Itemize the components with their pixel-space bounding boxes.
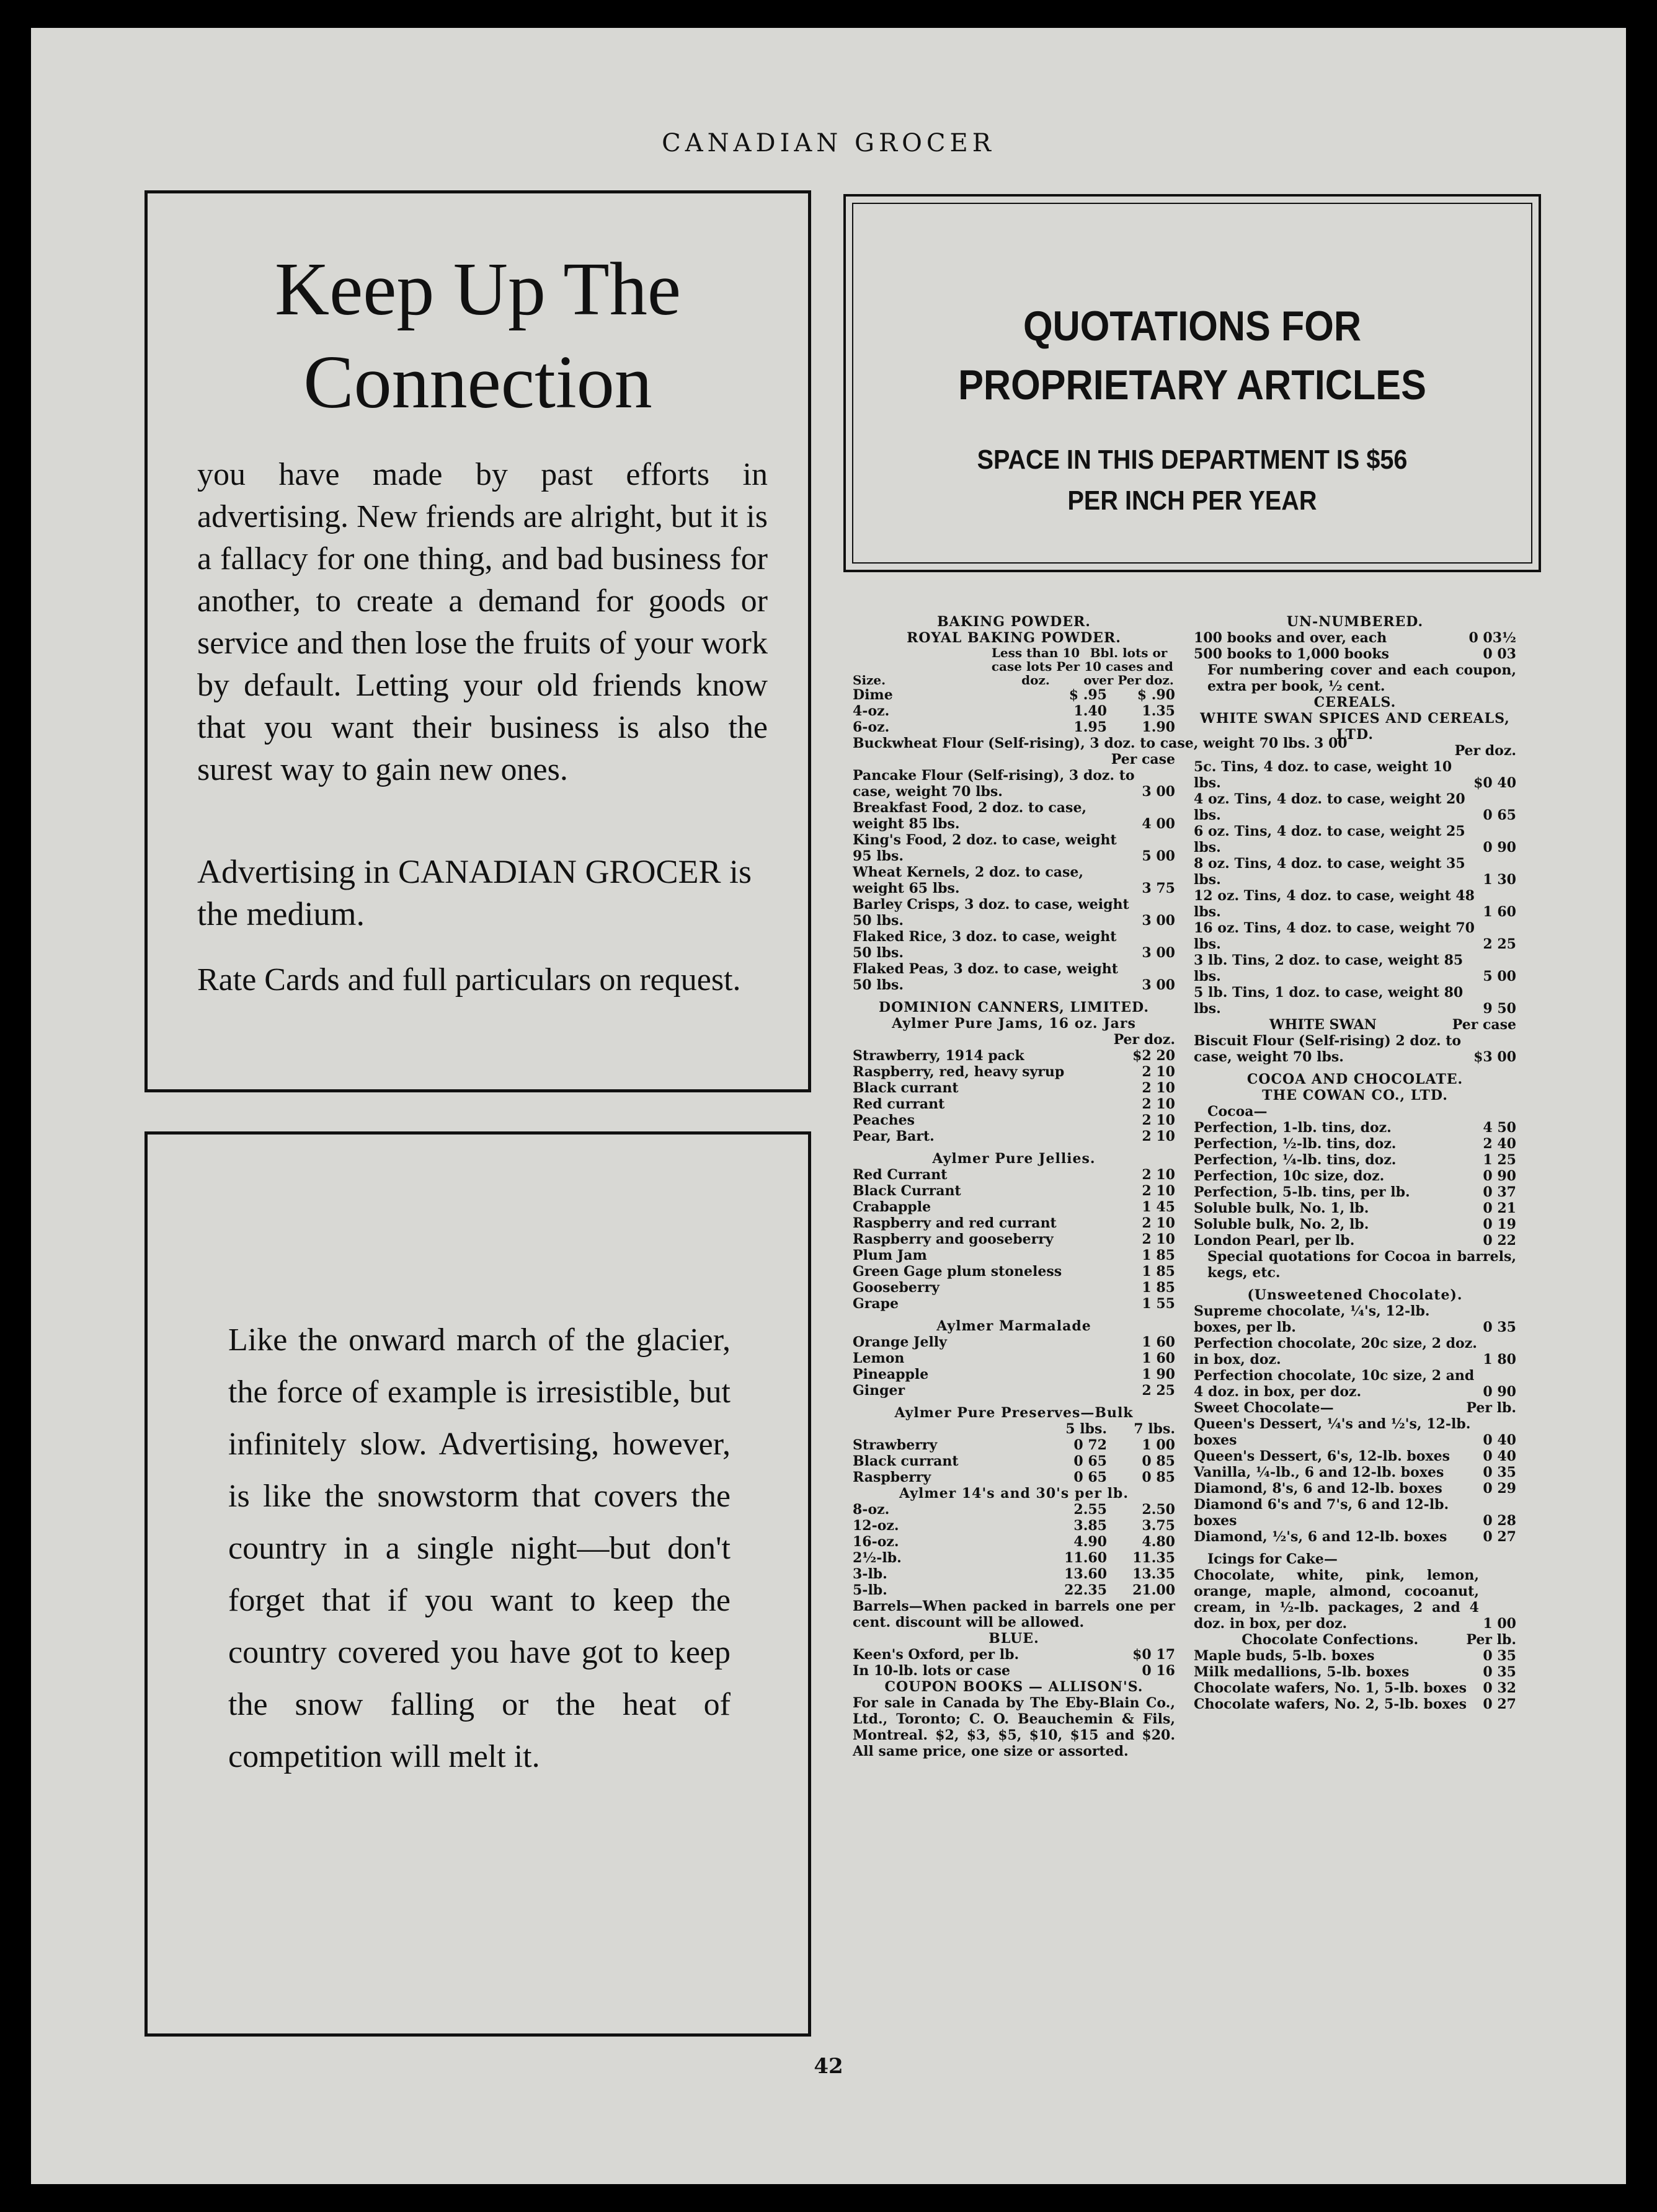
list-item	[1194, 1648, 1516, 1664]
list-item	[1194, 1232, 1516, 1249]
list-item	[853, 1128, 1175, 1144]
item-name: Perfection, ¼-lb. tins, doz.	[1194, 1152, 1397, 1168]
list-item	[853, 1334, 1175, 1350]
list-item	[853, 1453, 1175, 1469]
list-item	[1194, 1480, 1516, 1497]
item-name: Barley Crisps, 3 doz. to case, weight 50 lbs.	[853, 896, 1129, 929]
item-name: 6 oz. Tins, 4 doz. to case, weight 25 lbs.	[1194, 823, 1465, 856]
list-item	[1194, 791, 1516, 823]
list-item	[853, 864, 1175, 896]
list-item	[1194, 1184, 1516, 1200]
list-item	[853, 1183, 1175, 1199]
item-name: Strawberry, 1914 pack	[853, 1048, 1024, 1064]
item-name: 5c. Tins, 4 doz. to case, weight 10 lbs.	[1194, 759, 1452, 791]
item-price: 0 40	[1483, 1448, 1516, 1464]
list-item	[1194, 1529, 1516, 1545]
item-price: 3 00	[1142, 913, 1175, 929]
item-name: London Pearl, per lb.	[1194, 1232, 1355, 1249]
item-name: 12 oz. Tins, 4 doz. to case, weight 48 lbs.	[1194, 888, 1475, 920]
list-item	[853, 961, 1175, 993]
item-name: Vanilla, ¼-lb., 6 and 12-lb. boxes	[1194, 1464, 1444, 1480]
section-heading: COUPON BOOKS — ALLISON'S.	[884, 1679, 1144, 1695]
item-name: Green Gage plum stoneless	[853, 1263, 1062, 1280]
item-price: 21.00	[1132, 1582, 1175, 1598]
section-subheading: Aylmer Pure Jams, 16 oz. Jars	[892, 1015, 1136, 1032]
section-subheading: Aylmer Pure Jellies.	[932, 1151, 1096, 1167]
item-price: 3.75	[1142, 1518, 1175, 1534]
item-price: 1.95	[1073, 719, 1107, 735]
item-name: Raspberry and red currant	[853, 1215, 1057, 1231]
item-name: Milk medallions, 5-lb. boxes	[1194, 1664, 1410, 1680]
item-price: 0 27	[1483, 1696, 1516, 1712]
item-price: 0 22	[1483, 1232, 1516, 1249]
item-price: $0 17	[1132, 1647, 1175, 1663]
royal-col-less: Less than 10 case lots Per doz.	[991, 645, 1080, 688]
per-doz-label: Per doz.	[1454, 743, 1516, 759]
numbering-note: For numbering cover and each coupon, extra per book, ½ cent.	[1207, 662, 1516, 694]
item-price: 1 85	[1142, 1263, 1175, 1280]
list-item	[853, 1263, 1175, 1280]
item-name: Diamond 6's and 7's, 6 and 12-lb. boxes	[1194, 1497, 1449, 1529]
list-item	[1194, 1464, 1516, 1480]
item-name: 8-oz.	[853, 1502, 890, 1518]
royal-column-headers	[853, 646, 1175, 687]
royal-price-rows	[853, 687, 1175, 735]
item-name: Perfection chocolate, 10c size, 2 and 4 doz. in box, per doz.	[1194, 1368, 1475, 1400]
item-price: 3.85	[1073, 1518, 1107, 1534]
section-subheading: (Unsweetened Chocolate).	[1247, 1287, 1463, 1303]
list-item	[1194, 1416, 1516, 1448]
list-item	[1194, 1696, 1516, 1712]
royal-col-size: Size.	[853, 673, 886, 688]
list-item: Chocolate, white, pink, lemon, orange, maple, almond, cocoanut, cream, in ½-lb. packages, 2 and 4 doz. in box, per doz. 1 00	[1194, 1567, 1516, 1632]
item-name: Queen's Dessert, ¼'s and ½'s, 12-lb. boxes	[1194, 1416, 1471, 1448]
list-item	[1194, 1368, 1516, 1400]
list-item	[1194, 1448, 1516, 1464]
list-item	[1194, 759, 1516, 791]
item-name: Strawberry	[853, 1437, 938, 1453]
section-subheading: Aylmer Marmalade	[936, 1318, 1091, 1334]
magazine-page	[31, 28, 1626, 2184]
advertisement-keep-up-connection	[144, 190, 811, 1092]
item-name: King's Food, 2 doz. to case, weight 95 lbs.	[853, 832, 1117, 864]
item-price: 0 85	[1142, 1469, 1175, 1485]
item-name: Ginger	[853, 1382, 905, 1399]
list-item	[1194, 920, 1516, 952]
list-item	[853, 1518, 1175, 1534]
item-name: Perfection chocolate, 20c size, 2 doz. in box, doz.	[1194, 1335, 1477, 1368]
item-price: 11.35	[1132, 1550, 1175, 1566]
list-item	[1194, 1680, 1516, 1696]
item-price: 1.35	[1142, 703, 1175, 719]
item-price: 0 65	[1073, 1469, 1107, 1485]
item-name: Pancake Flour (Self-rising), 3 doz. to case, weight 70 lbs.	[853, 768, 1135, 800]
list-item	[853, 1663, 1175, 1679]
item-price: 1.40	[1073, 703, 1107, 719]
item-price: 2 10	[1142, 1080, 1175, 1096]
list-item	[853, 1366, 1175, 1382]
item-name: Pear, Bart.	[853, 1128, 935, 1144]
list-item	[1194, 1303, 1516, 1335]
list-item	[853, 1112, 1175, 1128]
item-price: 0 65	[1073, 1453, 1107, 1469]
list-item: Buckwheat Flour (Self-rising), 3 doz. to case, weight 70 lbs. 3 00	[853, 735, 1348, 751]
list-item	[1194, 1136, 1516, 1152]
item-price: 5 00	[1142, 848, 1175, 864]
item-price: 9 50	[1483, 1001, 1516, 1017]
item-price: 2 10	[1142, 1112, 1175, 1128]
item-price: 4.90	[1073, 1534, 1107, 1550]
cocoa-label: Cocoa—	[1207, 1104, 1268, 1120]
item-price: 0 65	[1483, 807, 1516, 823]
list-item	[1194, 1216, 1516, 1232]
list-item	[853, 1469, 1175, 1485]
list-item	[853, 1048, 1175, 1064]
item-name: Peaches	[853, 1112, 915, 1128]
item-price: 3 75	[1142, 880, 1175, 896]
list-item	[853, 1437, 1175, 1453]
item-price: 2 10	[1142, 1167, 1175, 1183]
item-price: 1.90	[1142, 719, 1175, 735]
item-name: Wheat Kernels, 2 doz. to case, weight 65 lbs.	[853, 864, 1084, 896]
list-item	[1194, 984, 1516, 1017]
list-item	[1194, 952, 1516, 984]
item-price: 0 21	[1483, 1200, 1516, 1216]
per-case-label: Per case	[1111, 751, 1175, 768]
item-name: Pineapple	[853, 1366, 929, 1382]
item-name: In 10-lb. lots or case	[853, 1663, 1010, 1679]
item-name: 6-oz.	[853, 719, 890, 735]
list-item	[853, 1534, 1175, 1550]
item-name: Chocolate wafers, No. 2, 5-lb. boxes	[1194, 1696, 1467, 1712]
item-price: $2 20	[1132, 1048, 1175, 1064]
list-item	[1194, 1497, 1516, 1529]
list-item	[1194, 823, 1516, 856]
page-number: 42	[814, 2054, 843, 2079]
unsweetened-rows	[1194, 1303, 1516, 1400]
price-list-column-right	[1194, 614, 1516, 1712]
royal-col-bbl: Bbl. lots or 10 cases and over Per doz.	[1083, 645, 1174, 688]
item-price: 1 60	[1483, 904, 1516, 920]
list-item	[853, 687, 1175, 703]
item-price: 0 32	[1483, 1680, 1516, 1696]
item-price: 1 25	[1483, 1152, 1516, 1168]
item-name: 500 books to 1,000 books	[1194, 646, 1390, 662]
item-name: Perfection, 5-lb. tins, per lb.	[1194, 1184, 1410, 1200]
item-price: 0 03½	[1468, 630, 1516, 646]
item-name: 4 oz. Tins, 4 doz. to case, weight 20 lbs.	[1194, 791, 1465, 823]
item-price: 0 90	[1483, 1384, 1516, 1400]
item-name: Diamond, ½'s, 6 and 12-lb. boxes	[1194, 1529, 1447, 1545]
section-heading: BAKING POWDER.	[937, 614, 1091, 630]
list-item	[1194, 1120, 1516, 1136]
item-name: Plum Jam	[853, 1247, 927, 1263]
item-price: 1 90	[1142, 1366, 1175, 1382]
list-item: Biscuit Flour (Self-rising) 2 doz. to case, weight 70 lbs. $3 00	[1194, 1033, 1516, 1065]
section-subheading: THE COWAN CO., LTD.	[1262, 1087, 1448, 1104]
list-item	[1194, 1200, 1516, 1216]
item-price: $ .95	[1068, 687, 1107, 703]
list-item	[1194, 1152, 1516, 1168]
list-item	[853, 1199, 1175, 1215]
item-price: 0 29	[1483, 1480, 1516, 1497]
ad-medium-text: Advertising in CANADIAN GROCER is the medium.	[197, 853, 752, 932]
list-item	[853, 929, 1175, 961]
item-name: 100 books and over, each	[1194, 630, 1387, 646]
list-item	[853, 1280, 1175, 1296]
item-name: 3-lb.	[853, 1566, 887, 1582]
item-name: Flaked Peas, 3 doz. to case, weight 50 lbs.	[853, 961, 1118, 993]
list-item	[853, 1350, 1175, 1366]
list-item	[853, 800, 1175, 832]
item-price: 2 10	[1142, 1215, 1175, 1231]
quotations-header-box	[843, 194, 1541, 572]
quotations-title-line2: PROPRIETARY ARTICLES	[958, 361, 1426, 409]
item-name: Diamond, 8's, 6 and 12-lb. boxes	[1194, 1480, 1442, 1497]
item-price: 2 10	[1142, 1183, 1175, 1199]
item-name: Black Currant	[853, 1183, 961, 1199]
list-item	[853, 1215, 1175, 1231]
section-subheading: WHITE SWAN SPICES AND CEREALS, LTD.	[1200, 710, 1510, 743]
item-price: 4 00	[1142, 816, 1175, 832]
item-price: 2 25	[1483, 936, 1516, 952]
item-name: 5 lb. Tins, 1 doz. to case, weight 80 lbs.	[1194, 984, 1464, 1017]
list-item	[1194, 1168, 1516, 1184]
item-name: Dime	[853, 687, 893, 703]
item-name: Chocolate wafers, No. 1, 5-lb. boxes	[1194, 1680, 1467, 1696]
item-price: 2 25	[1142, 1382, 1175, 1399]
item-name: Keen's Oxford, per lb.	[853, 1647, 1020, 1663]
section-subheading: Aylmer Pure Preserves—Bulk	[894, 1405, 1134, 1421]
item-price: 0 35	[1483, 1464, 1516, 1480]
list-item	[853, 1550, 1175, 1566]
item-name: Gooseberry	[853, 1280, 940, 1296]
list-item	[1194, 888, 1516, 920]
flour-rows	[853, 768, 1175, 993]
list-item	[1194, 630, 1516, 646]
ad-headline-line2: Connection	[303, 340, 652, 424]
item-price: 0 72	[1073, 1437, 1107, 1453]
jam-rows	[853, 1048, 1175, 1144]
item-price: 3 00	[1142, 945, 1175, 961]
item-name: Flaked Rice, 3 doz. to case, weight 50 lbs.	[853, 929, 1117, 961]
item-price: 0 28	[1483, 1513, 1516, 1529]
icings-heading: Icings for Cake—	[1207, 1551, 1338, 1567]
quotations-title-line1: QUOTATIONS FOR	[1023, 303, 1362, 350]
item-price: 0 37	[1483, 1184, 1516, 1200]
item-price: 1 80	[1483, 1352, 1516, 1368]
item-price: 1 85	[1142, 1247, 1175, 1263]
list-item	[853, 1167, 1175, 1183]
item-name: Lemon	[853, 1350, 905, 1366]
item-price: 4.80	[1142, 1534, 1175, 1550]
running-head: CANADIAN GROCER	[662, 129, 995, 157]
unnumbered-rows	[1194, 630, 1516, 662]
item-price: 22.35	[1064, 1582, 1107, 1598]
item-price: 2.55	[1073, 1502, 1107, 1518]
item-name: Perfection, ½-lb. tins, doz.	[1194, 1136, 1397, 1152]
list-item	[853, 1296, 1175, 1312]
item-name: Soluble bulk, No. 1, lb.	[1194, 1200, 1369, 1216]
item-price: 0 27	[1483, 1529, 1516, 1545]
item-price: 0 35	[1483, 1664, 1516, 1680]
sweet-chocolate-rows	[1194, 1416, 1516, 1545]
item-price: 2 40	[1483, 1136, 1516, 1152]
item-price: 0 35	[1483, 1648, 1516, 1664]
item-price: 0 35	[1483, 1319, 1516, 1335]
ad-body-text: you have made by past efforts in advertising. New friends are alright, but it is a fallacy for one thing, and bad business for another, to create a demand for goods or service and then lose the fruits of your work by default. Letting your old friends know that you want their business is also the surest way to gain new ones.	[197, 457, 768, 787]
quotations-title	[887, 297, 1498, 415]
item-name: Perfection, 10c size, doz.	[1194, 1168, 1385, 1184]
list-item	[853, 1582, 1175, 1598]
item-price: 4 50	[1483, 1120, 1516, 1136]
item-price: 0 85	[1142, 1453, 1175, 1469]
confections-rows	[1194, 1648, 1516, 1712]
list-item	[853, 1647, 1175, 1663]
confections-header: Chocolate Confections. Per lb.	[1242, 1632, 1516, 1648]
section-heading: BLUE.	[988, 1630, 1039, 1647]
item-name: 16 oz. Tins, 4 doz. to case, weight 70 lbs.	[1194, 920, 1475, 952]
item-price: 13.35	[1132, 1566, 1175, 1582]
barrels-note: Barrels—When packed in barrels one per cent. discount will be allowed.	[853, 1598, 1175, 1630]
item-name: 4-oz.	[853, 703, 890, 719]
list-item	[853, 1502, 1175, 1518]
item-price: 3 00	[1142, 977, 1175, 993]
item-price: 0 19	[1483, 1216, 1516, 1232]
list-item	[1194, 1335, 1516, 1368]
item-price: 0 40	[1483, 1432, 1516, 1448]
item-price: 2 10	[1142, 1064, 1175, 1080]
list-item	[1194, 646, 1516, 662]
item-name: Breakfast Food, 2 doz. to case, weight 85 lbs.	[853, 800, 1087, 832]
list-item	[853, 703, 1175, 719]
item-price: 1 55	[1142, 1296, 1175, 1312]
item-price: 5 00	[1483, 968, 1516, 984]
jelly-rows	[853, 1167, 1175, 1312]
item-name: Raspberry and gooseberry	[853, 1231, 1054, 1247]
item-price: 3 00	[1142, 784, 1175, 800]
item-name: 16-oz.	[853, 1534, 899, 1550]
item-name: Red currant	[853, 1096, 945, 1112]
list-item	[1194, 856, 1516, 888]
item-name: 8 oz. Tins, 4 doz. to case, weight 35 lbs.	[1194, 856, 1465, 888]
tin-rows	[1194, 759, 1516, 1017]
item-name: Raspberry, red, heavy syrup	[853, 1064, 1065, 1080]
item-price: 1 00	[1142, 1437, 1175, 1453]
item-price: 1 85	[1142, 1280, 1175, 1296]
item-price: 0 16	[1142, 1663, 1175, 1679]
advertisement-glacier	[144, 1131, 811, 2037]
item-name: 3 lb. Tins, 2 doz. to case, weight 85 lbs.	[1194, 952, 1464, 984]
item-name: Red Currant	[853, 1167, 948, 1183]
item-price: 1 60	[1142, 1334, 1175, 1350]
quotations-subtitle	[887, 440, 1498, 521]
special-quotations-note: Special quotations for Cocoa in barrels, kegs, etc.	[1207, 1249, 1516, 1281]
ad-rate-cards-text: Rate Cards and full particulars on request.	[197, 962, 741, 998]
marmalade-rows	[853, 1334, 1175, 1399]
list-item	[853, 1382, 1175, 1399]
ad-headline-line1: Keep Up The	[275, 247, 681, 331]
list-item	[853, 1247, 1175, 1263]
list-item	[853, 719, 1175, 735]
preserves-column-headers: 5 lbs. 7 lbs.	[1065, 1421, 1175, 1437]
item-name: Soluble bulk, No. 2, lb.	[1194, 1216, 1369, 1232]
item-name: Raspberry	[853, 1469, 931, 1485]
section-heading: CEREALS.	[1313, 694, 1397, 710]
item-price: 0 90	[1483, 839, 1516, 856]
item-name: Perfection, 1-lb. tins, doz.	[1194, 1120, 1392, 1136]
item-name: Grape	[853, 1296, 899, 1312]
item-price: 1 30	[1483, 872, 1516, 888]
quotations-subtitle-line2: PER INCH PER YEAR	[1067, 485, 1317, 516]
item-name: Crabapple	[853, 1199, 931, 1215]
aylmer-14-rows	[853, 1502, 1175, 1598]
item-name: Supreme chocolate, ¼'s, 12-lb. boxes, per lb.	[1194, 1303, 1430, 1335]
item-price: $ .90	[1137, 687, 1175, 703]
cocoa-rows	[1194, 1120, 1516, 1249]
per-doz-label: Per doz.	[1113, 1032, 1175, 1048]
list-item	[853, 832, 1175, 864]
list-item	[853, 896, 1175, 929]
item-price: 2 10	[1142, 1096, 1175, 1112]
item-name: Maple buds, 5-lb. boxes	[1194, 1648, 1375, 1664]
blue-rows	[853, 1647, 1175, 1679]
ad-glacier-text: Like the onward march of the glacier, the force of example is irresistible, but infinitely slow. Advertising, however, is like the snowstorm that covers the country in a single night—but don't forget that if you want to keep the country covered you have got to keep the snow falling or the heat of competition will melt it.	[228, 1322, 731, 1774]
item-price: 13.60	[1064, 1566, 1107, 1582]
item-name: 12-oz.	[853, 1518, 899, 1534]
item-price: 2.50	[1142, 1502, 1175, 1518]
list-item	[1194, 1664, 1516, 1680]
item-price: 11.60	[1064, 1550, 1107, 1566]
list-item	[853, 768, 1175, 800]
item-price: 2 10	[1142, 1231, 1175, 1247]
item-name: Black currant	[853, 1453, 959, 1469]
section-heading: UN-NUMBERED.	[1286, 614, 1424, 630]
item-name: Queen's Dessert, 6's, 12-lb. boxes	[1194, 1448, 1450, 1464]
item-name: 2½-lb.	[853, 1550, 902, 1566]
section-subheading: ROYAL BAKING POWDER.	[907, 630, 1121, 646]
list-item	[853, 1080, 1175, 1096]
item-price: 0 90	[1483, 1168, 1516, 1184]
list-item	[853, 1096, 1175, 1112]
list-item	[853, 1231, 1175, 1247]
item-price: 1 60	[1142, 1350, 1175, 1366]
item-name: 5-lb.	[853, 1582, 887, 1598]
preserves-rows	[853, 1437, 1175, 1485]
item-name: Black currant	[853, 1080, 959, 1096]
section-heading: DOMINION CANNERS, LIMITED.	[879, 999, 1149, 1015]
item-name: Orange Jelly	[853, 1334, 947, 1350]
coupon-text: For sale in Canada by The Eby-Blain Co., Ltd., Toronto; C. O. Beauchemin & Fils, Montreal. $2, $3, $5, $10, $15 and $20. All same price, one size or assorted.	[853, 1695, 1175, 1759]
item-price: $0 40	[1473, 775, 1516, 791]
section-subheading: Aylmer 14's and 30's per lb.	[899, 1485, 1129, 1502]
white-swan-header: WHITE SWAN Per case	[1269, 1017, 1516, 1033]
item-price: 0 03	[1483, 646, 1516, 662]
quotations-inner-frame	[852, 203, 1532, 564]
list-item	[853, 1064, 1175, 1080]
sweet-chocolate-header: Sweet Chocolate— Per lb.	[1194, 1400, 1516, 1416]
ad-headline	[148, 243, 808, 429]
item-price: 2 10	[1142, 1128, 1175, 1144]
list-item	[853, 1566, 1175, 1582]
quotations-subtitle-line1: SPACE IN THIS DEPARTMENT IS $56	[977, 445, 1408, 475]
item-price: 1 45	[1142, 1199, 1175, 1215]
section-heading: COCOA AND CHOCOLATE.	[1246, 1071, 1464, 1087]
